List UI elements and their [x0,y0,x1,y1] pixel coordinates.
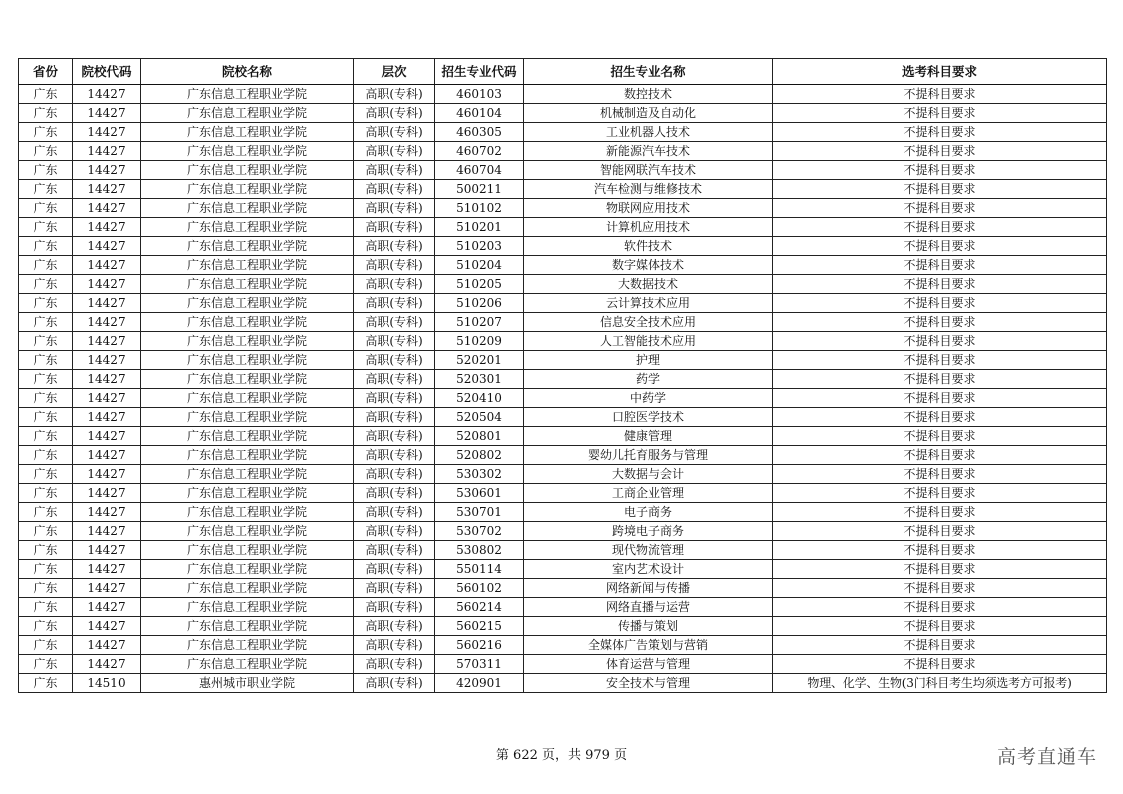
cell-school-name: 广东信息工程职业学院 [141,617,354,636]
cell-school-code: 14427 [73,237,141,256]
cell-school-name: 广东信息工程职业学院 [141,389,354,408]
cell-level: 高职(专科) [354,617,435,636]
cell-province: 广东 [19,465,73,484]
cell-school-code: 14427 [73,408,141,427]
column-header-major-name: 招生专业名称 [524,59,773,85]
cell-major-code: 460305 [435,123,524,142]
column-header-school-name: 院校名称 [141,59,354,85]
cell-major-code: 550114 [435,560,524,579]
cell-school-name: 广东信息工程职业学院 [141,655,354,674]
cell-major-name: 工商企业管理 [524,484,773,503]
cell-province: 广东 [19,427,73,446]
cell-school-name: 广东信息工程职业学院 [141,408,354,427]
table-row [19,579,1107,598]
cell-school-name: 广东信息工程职业学院 [141,636,354,655]
header-row [19,59,1107,85]
cell-major-name: 机械制造及自动化 [524,104,773,123]
cell-subject-requirement: 不提科目要求 [773,579,1107,598]
cell-level: 高职(专科) [354,351,435,370]
cell-school-code: 14427 [73,655,141,674]
cell-major-name: 婴幼儿托育服务与管理 [524,446,773,465]
table-row [19,294,1107,313]
cell-major-name: 新能源汽车技术 [524,142,773,161]
cell-school-code: 14427 [73,503,141,522]
cell-level: 高职(专科) [354,275,435,294]
cell-school-name: 广东信息工程职业学院 [141,560,354,579]
cell-subject-requirement: 不提科目要求 [773,560,1107,579]
cell-level: 高职(专科) [354,237,435,256]
cell-province: 广东 [19,332,73,351]
table-row [19,275,1107,294]
cell-school-code: 14510 [73,674,141,693]
cell-school-name: 广东信息工程职业学院 [141,313,354,332]
cell-major-code: 510201 [435,218,524,237]
cell-major-code: 520201 [435,351,524,370]
cell-school-name: 广东信息工程职业学院 [141,237,354,256]
cell-major-code: 560216 [435,636,524,655]
cell-province: 广东 [19,123,73,142]
cell-school-name: 广东信息工程职业学院 [141,104,354,123]
cell-subject-requirement: 不提科目要求 [773,161,1107,180]
table-row [19,617,1107,636]
cell-school-name: 惠州城市职业学院 [141,674,354,693]
cell-major-code: 570311 [435,655,524,674]
cell-major-name: 软件技术 [524,237,773,256]
cell-subject-requirement: 不提科目要求 [773,294,1107,313]
cell-major-code: 520504 [435,408,524,427]
cell-major-name: 现代物流管理 [524,541,773,560]
cell-major-name: 中药学 [524,389,773,408]
cell-province: 广东 [19,579,73,598]
cell-level: 高职(专科) [354,446,435,465]
cell-province: 广东 [19,256,73,275]
cell-major-name: 安全技术与管理 [524,674,773,693]
cell-province: 广东 [19,446,73,465]
cell-major-code: 520802 [435,446,524,465]
table-row [19,180,1107,199]
cell-subject-requirement: 不提科目要求 [773,503,1107,522]
table-row [19,636,1107,655]
cell-level: 高职(专科) [354,484,435,503]
cell-school-name: 广东信息工程职业学院 [141,503,354,522]
cell-level: 高职(专科) [354,294,435,313]
cell-school-code: 14427 [73,161,141,180]
table-row [19,256,1107,275]
cell-major-code: 530702 [435,522,524,541]
cell-subject-requirement: 不提科目要求 [773,237,1107,256]
table-header [19,59,1107,85]
cell-level: 高职(专科) [354,598,435,617]
cell-school-name: 广东信息工程职业学院 [141,446,354,465]
cell-school-code: 14427 [73,180,141,199]
cell-province: 广东 [19,674,73,693]
cell-major-code: 510205 [435,275,524,294]
cell-subject-requirement: 不提科目要求 [773,104,1107,123]
cell-major-name: 口腔医学技术 [524,408,773,427]
table-row [19,655,1107,674]
cell-major-code: 510207 [435,313,524,332]
watermark-logo: 高考直通车 [996,746,1097,768]
cell-level: 高职(专科) [354,123,435,142]
cell-school-name: 广东信息工程职业学院 [141,484,354,503]
cell-school-name: 广东信息工程职业学院 [141,579,354,598]
cell-level: 高职(专科) [354,370,435,389]
table-row [19,332,1107,351]
cell-major-name: 电子商务 [524,503,773,522]
cell-subject-requirement: 物理、化学、生物(3门科目考生均须选考方可报考) [773,674,1107,693]
cell-school-code: 14427 [73,579,141,598]
cell-school-code: 14427 [73,275,141,294]
cell-major-name: 跨境电子商务 [524,522,773,541]
cell-province: 广东 [19,104,73,123]
cell-major-name: 数字媒体技术 [524,256,773,275]
cell-school-name: 广东信息工程职业学院 [141,541,354,560]
column-header-subject-requirement: 选考科目要求 [773,59,1107,85]
cell-school-name: 广东信息工程职业学院 [141,275,354,294]
cell-school-name: 广东信息工程职业学院 [141,427,354,446]
cell-level: 高职(专科) [354,427,435,446]
cell-major-code: 530302 [435,465,524,484]
cell-school-code: 14427 [73,617,141,636]
cell-province: 广东 [19,237,73,256]
cell-major-code: 460704 [435,161,524,180]
cell-major-code: 510203 [435,237,524,256]
cell-subject-requirement: 不提科目要求 [773,370,1107,389]
table-row [19,446,1107,465]
cell-subject-requirement: 不提科目要求 [773,655,1107,674]
cell-major-code: 500211 [435,180,524,199]
cell-level: 高职(专科) [354,503,435,522]
table-row [19,522,1107,541]
cell-province: 广东 [19,617,73,636]
cell-level: 高职(专科) [354,142,435,161]
cell-school-name: 广东信息工程职业学院 [141,161,354,180]
cell-major-code: 510102 [435,199,524,218]
cell-subject-requirement: 不提科目要求 [773,313,1107,332]
cell-school-code: 14427 [73,256,141,275]
cell-major-code: 530802 [435,541,524,560]
cell-subject-requirement: 不提科目要求 [773,484,1107,503]
table-row [19,560,1107,579]
cell-province: 广东 [19,560,73,579]
cell-subject-requirement: 不提科目要求 [773,332,1107,351]
cell-province: 广东 [19,370,73,389]
cell-school-name: 广东信息工程职业学院 [141,465,354,484]
table-row [19,389,1107,408]
cell-province: 广东 [19,503,73,522]
cell-province: 广东 [19,275,73,294]
cell-subject-requirement: 不提科目要求 [773,408,1107,427]
cell-major-code: 510206 [435,294,524,313]
cell-level: 高职(专科) [354,636,435,655]
cell-school-code: 14427 [73,484,141,503]
table-row [19,503,1107,522]
table-row [19,142,1107,161]
cell-school-code: 14427 [73,123,141,142]
cell-province: 广东 [19,541,73,560]
cell-major-code: 420901 [435,674,524,693]
cell-subject-requirement: 不提科目要求 [773,275,1107,294]
cell-province: 广东 [19,218,73,237]
cell-subject-requirement: 不提科目要求 [773,465,1107,484]
cell-province: 广东 [19,408,73,427]
cell-major-code: 510209 [435,332,524,351]
cell-province: 广东 [19,484,73,503]
cell-school-code: 14427 [73,142,141,161]
cell-subject-requirement: 不提科目要求 [773,256,1107,275]
cell-province: 广东 [19,85,73,104]
cell-school-code: 14427 [73,199,141,218]
cell-level: 高职(专科) [354,332,435,351]
cell-level: 高职(专科) [354,313,435,332]
cell-school-name: 广东信息工程职业学院 [141,332,354,351]
cell-school-name: 广东信息工程职业学院 [141,85,354,104]
table-row [19,598,1107,617]
cell-major-code: 520301 [435,370,524,389]
cell-major-name: 大数据与会计 [524,465,773,484]
cell-subject-requirement: 不提科目要求 [773,180,1107,199]
cell-province: 广东 [19,180,73,199]
cell-subject-requirement: 不提科目要求 [773,389,1107,408]
cell-major-name: 室内艺术设计 [524,560,773,579]
cell-subject-requirement: 不提科目要求 [773,541,1107,560]
cell-school-code: 14427 [73,332,141,351]
cell-school-code: 14427 [73,104,141,123]
cell-subject-requirement: 不提科目要求 [773,199,1107,218]
cell-province: 广东 [19,655,73,674]
cell-major-name: 汽车检测与维修技术 [524,180,773,199]
cell-school-code: 14427 [73,522,141,541]
cell-major-code: 520410 [435,389,524,408]
cell-level: 高职(专科) [354,180,435,199]
cell-major-name: 药学 [524,370,773,389]
table-row [19,313,1107,332]
cell-level: 高职(专科) [354,85,435,104]
cell-province: 广东 [19,389,73,408]
cell-level: 高职(专科) [354,674,435,693]
cell-level: 高职(专科) [354,389,435,408]
cell-major-name: 网络直播与运营 [524,598,773,617]
column-header-province: 省份 [19,59,73,85]
cell-province: 广东 [19,142,73,161]
cell-school-code: 14427 [73,294,141,313]
cell-province: 广东 [19,313,73,332]
cell-major-name: 大数据技术 [524,275,773,294]
cell-school-code: 14427 [73,313,141,332]
cell-province: 广东 [19,598,73,617]
cell-major-name: 网络新闻与传播 [524,579,773,598]
cell-school-code: 14427 [73,446,141,465]
cell-school-name: 广东信息工程职业学院 [141,218,354,237]
cell-level: 高职(专科) [354,256,435,275]
cell-major-code: 510204 [435,256,524,275]
cell-level: 高职(专科) [354,408,435,427]
table-row [19,408,1107,427]
cell-school-name: 广东信息工程职业学院 [141,351,354,370]
cell-major-name: 智能网联汽车技术 [524,161,773,180]
table-row [19,199,1107,218]
cell-major-name: 信息安全技术应用 [524,313,773,332]
cell-level: 高职(专科) [354,218,435,237]
cell-subject-requirement: 不提科目要求 [773,617,1107,636]
cell-school-code: 14427 [73,598,141,617]
table-body [19,85,1107,693]
table-row [19,465,1107,484]
cell-major-name: 全媒体广告策划与营销 [524,636,773,655]
cell-school-code: 14427 [73,389,141,408]
cell-major-name: 人工智能技术应用 [524,332,773,351]
cell-subject-requirement: 不提科目要求 [773,123,1107,142]
cell-major-code: 560102 [435,579,524,598]
cell-level: 高职(专科) [354,560,435,579]
cell-province: 广东 [19,294,73,313]
cell-subject-requirement: 不提科目要求 [773,522,1107,541]
cell-school-name: 广东信息工程职业学院 [141,522,354,541]
cell-major-code: 520801 [435,427,524,446]
cell-major-code: 460702 [435,142,524,161]
column-header-major-code: 招生专业代码 [435,59,524,85]
cell-school-code: 14427 [73,465,141,484]
cell-level: 高职(专科) [354,541,435,560]
cell-subject-requirement: 不提科目要求 [773,598,1107,617]
cell-subject-requirement: 不提科目要求 [773,351,1107,370]
cell-level: 高职(专科) [354,104,435,123]
table-row [19,123,1107,142]
cell-level: 高职(专科) [354,522,435,541]
cell-major-name: 体育运营与管理 [524,655,773,674]
cell-school-name: 广东信息工程职业学院 [141,180,354,199]
table-row [19,351,1107,370]
cell-major-code: 460103 [435,85,524,104]
cell-school-code: 14427 [73,560,141,579]
cell-province: 广东 [19,199,73,218]
cell-major-code: 530701 [435,503,524,522]
table-row [19,370,1107,389]
cell-province: 广东 [19,351,73,370]
column-header-level: 层次 [354,59,435,85]
cell-province: 广东 [19,161,73,180]
cell-subject-requirement: 不提科目要求 [773,427,1107,446]
table-row [19,674,1107,693]
cell-major-name: 计算机应用技术 [524,218,773,237]
cell-school-name: 广东信息工程职业学院 [141,256,354,275]
cell-school-code: 14427 [73,85,141,104]
cell-school-name: 广东信息工程职业学院 [141,199,354,218]
cell-subject-requirement: 不提科目要求 [773,218,1107,237]
cell-major-code: 560215 [435,617,524,636]
cell-subject-requirement: 不提科目要求 [773,446,1107,465]
cell-level: 高职(专科) [354,199,435,218]
table-row [19,85,1107,104]
cell-level: 高职(专科) [354,465,435,484]
cell-subject-requirement: 不提科目要求 [773,636,1107,655]
admissions-table [18,58,1107,693]
cell-level: 高职(专科) [354,655,435,674]
cell-major-code: 560214 [435,598,524,617]
cell-school-name: 广东信息工程职业学院 [141,123,354,142]
cell-major-name: 传播与策划 [524,617,773,636]
table-row [19,104,1107,123]
cell-province: 广东 [19,636,73,655]
cell-major-name: 物联网应用技术 [524,199,773,218]
cell-subject-requirement: 不提科目要求 [773,85,1107,104]
table-row [19,484,1107,503]
cell-major-name: 工业机器人技术 [524,123,773,142]
table-row [19,161,1107,180]
cell-major-name: 数控技术 [524,85,773,104]
cell-major-name: 健康管理 [524,427,773,446]
cell-major-code: 460104 [435,104,524,123]
cell-subject-requirement: 不提科目要求 [773,142,1107,161]
table-row [19,427,1107,446]
cell-school-code: 14427 [73,636,141,655]
cell-level: 高职(专科) [354,579,435,598]
cell-level: 高职(专科) [354,161,435,180]
cell-school-name: 广东信息工程职业学院 [141,142,354,161]
table-row [19,541,1107,560]
page-number: 第 622 页，共 979 页 [495,748,628,763]
column-header-school-code: 院校代码 [73,59,141,85]
cell-province: 广东 [19,522,73,541]
cell-school-code: 14427 [73,370,141,389]
cell-school-name: 广东信息工程职业学院 [141,598,354,617]
table-row [19,237,1107,256]
cell-school-code: 14427 [73,218,141,237]
cell-school-name: 广东信息工程职业学院 [141,370,354,389]
cell-major-name: 云计算技术应用 [524,294,773,313]
cell-major-code: 530601 [435,484,524,503]
table-row [19,218,1107,237]
cell-school-code: 14427 [73,351,141,370]
cell-school-code: 14427 [73,541,141,560]
cell-major-name: 护理 [524,351,773,370]
cell-school-name: 广东信息工程职业学院 [141,294,354,313]
cell-school-code: 14427 [73,427,141,446]
